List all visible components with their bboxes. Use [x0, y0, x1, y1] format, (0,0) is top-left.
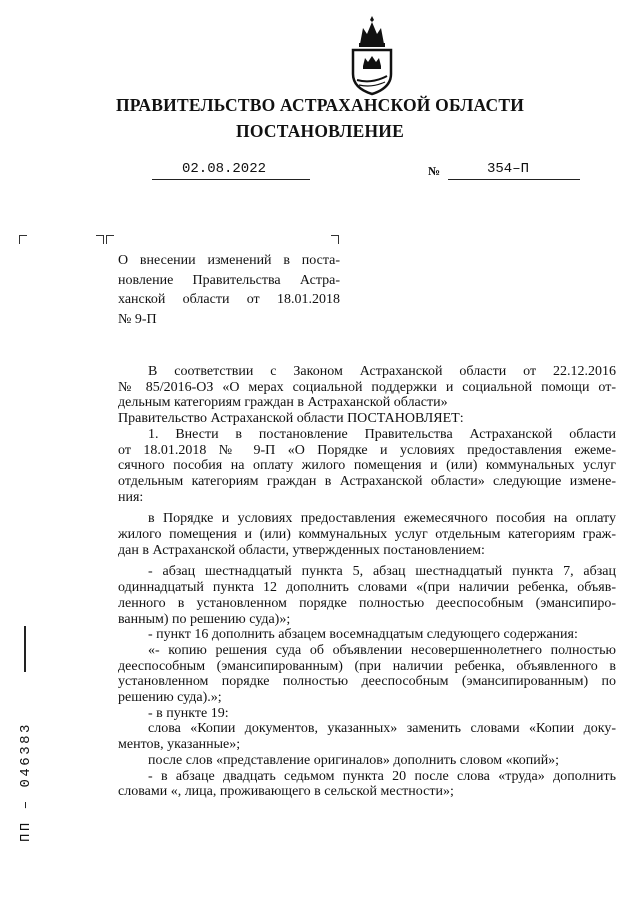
body-line: ленного в установленном порядке полностью дееспособным (эмансипиро- — [118, 595, 616, 611]
body-paragraph — [118, 627, 616, 643]
government-title: ПРАВИТЕЛЬСТВО АСТРАХАНСКОЙ ОБЛАСТИ — [115, 95, 525, 115]
date-underline — [152, 179, 310, 180]
body-paragraph — [118, 564, 616, 627]
body-line: отдельным категориям граждан в Астраханской области» следующие измене- — [118, 473, 616, 489]
body-line: ванным) по решению суда)»; — [118, 611, 291, 627]
corner-mark-left — [19, 235, 27, 244]
body-line: от 18.01.2018 № 9-П «О Порядке и условиях предоставления ежеме- — [118, 442, 616, 458]
body-line: одиннадцатый пункта 12 дополнить словами «(при наличии ребенка, объяв- — [118, 580, 616, 596]
document-number: 354–П — [487, 161, 530, 177]
body-line: 1. Внести в постановление Правительства Астраханской области — [148, 426, 616, 442]
margin-serial-number: ПП – 046383 — [18, 722, 34, 842]
body-line: ментов, указанные»; — [118, 737, 241, 753]
body-line: решению суда).»; — [118, 690, 222, 706]
body-line: в Порядке и условиях предоставления ежемесячного пособия на оплату — [148, 511, 616, 527]
number-underline — [448, 179, 580, 180]
body-line: ния: — [118, 489, 144, 505]
body-line: жилого помещения и (или) коммунальных услуг отдельным категориям граж- — [118, 527, 616, 543]
margin-mark — [24, 626, 26, 672]
body-line: «- копию решения суда об объявлении несовершеннолетнего полностью — [148, 642, 616, 658]
body-paragraph — [118, 427, 616, 506]
body-line: дельным категориям граждан в Астраханской области» — [118, 395, 448, 411]
subject-line: № 9-П — [118, 311, 157, 327]
body-line: установленном порядке полностью дееспособным (эмансипированным) по — [118, 674, 616, 690]
document-type: ПОСТАНОВЛЕНИЕ — [236, 121, 404, 141]
body-line: дан в Астраханской области, утвержденных постановлением: — [118, 542, 485, 558]
body-line: Правительство Астраханской области ПОСТАНОВЛЯЕТ: — [118, 411, 464, 427]
subject-line: О внесении изменений в поста- — [118, 253, 340, 268]
body-line: словами «, лица, проживающего в сельской местности»; — [118, 784, 454, 800]
body-line: дееспособным (эмансипированным) (при наличии ребенка, объявленного в — [118, 658, 616, 674]
body-line: после слов «представление оригиналов» дополнить словом «копий»; — [148, 752, 560, 768]
body-line: слова «Копии документов, указанных» заменить словами «Копии доку- — [148, 721, 616, 737]
body-line: - абзац шестнадцатый пункта 5, абзац шестнадцатый пункта 7, абзац — [148, 564, 616, 580]
body-paragraph — [118, 411, 616, 427]
corner-mark-right — [331, 235, 339, 244]
subject-line: новление Правительства Астра- — [118, 272, 340, 288]
body-paragraph — [118, 643, 616, 706]
body-line: № 85/2016-ОЗ «О мерах социальной поддержки и социальной помощи от- — [118, 379, 616, 395]
body-paragraph — [118, 753, 616, 769]
corner-mark-mid-left — [96, 235, 104, 244]
body-line: - в абзаце двадцать седьмом пункта 20 после слова «труда» дополнить — [148, 768, 616, 784]
body-line: - пункт 16 дополнить абзацем восемнадцатым следующего содержания: — [148, 627, 578, 643]
subject-line: ханской области от 18.01.2018 — [118, 292, 340, 307]
corner-mark-mid-right — [106, 235, 114, 244]
body-paragraph — [118, 769, 616, 800]
body-paragraph — [118, 706, 616, 722]
body-line: сячного пособия на оплату жилого помещения и (или) коммунальных услуг — [118, 458, 616, 474]
astrakhan-coat-of-arms-icon — [347, 14, 397, 96]
body-paragraph — [118, 364, 616, 411]
decree-body — [118, 364, 616, 800]
decree-subject — [118, 251, 340, 329]
body-paragraph — [118, 511, 616, 558]
body-line: В соответствии с Законом Астраханской области от 22.12.2016 — [148, 364, 616, 379]
document-date: 02.08.2022 — [182, 161, 267, 177]
number-sign: № — [428, 164, 441, 178]
body-line: - в пункте 19: — [148, 705, 229, 721]
body-paragraph — [118, 721, 616, 752]
